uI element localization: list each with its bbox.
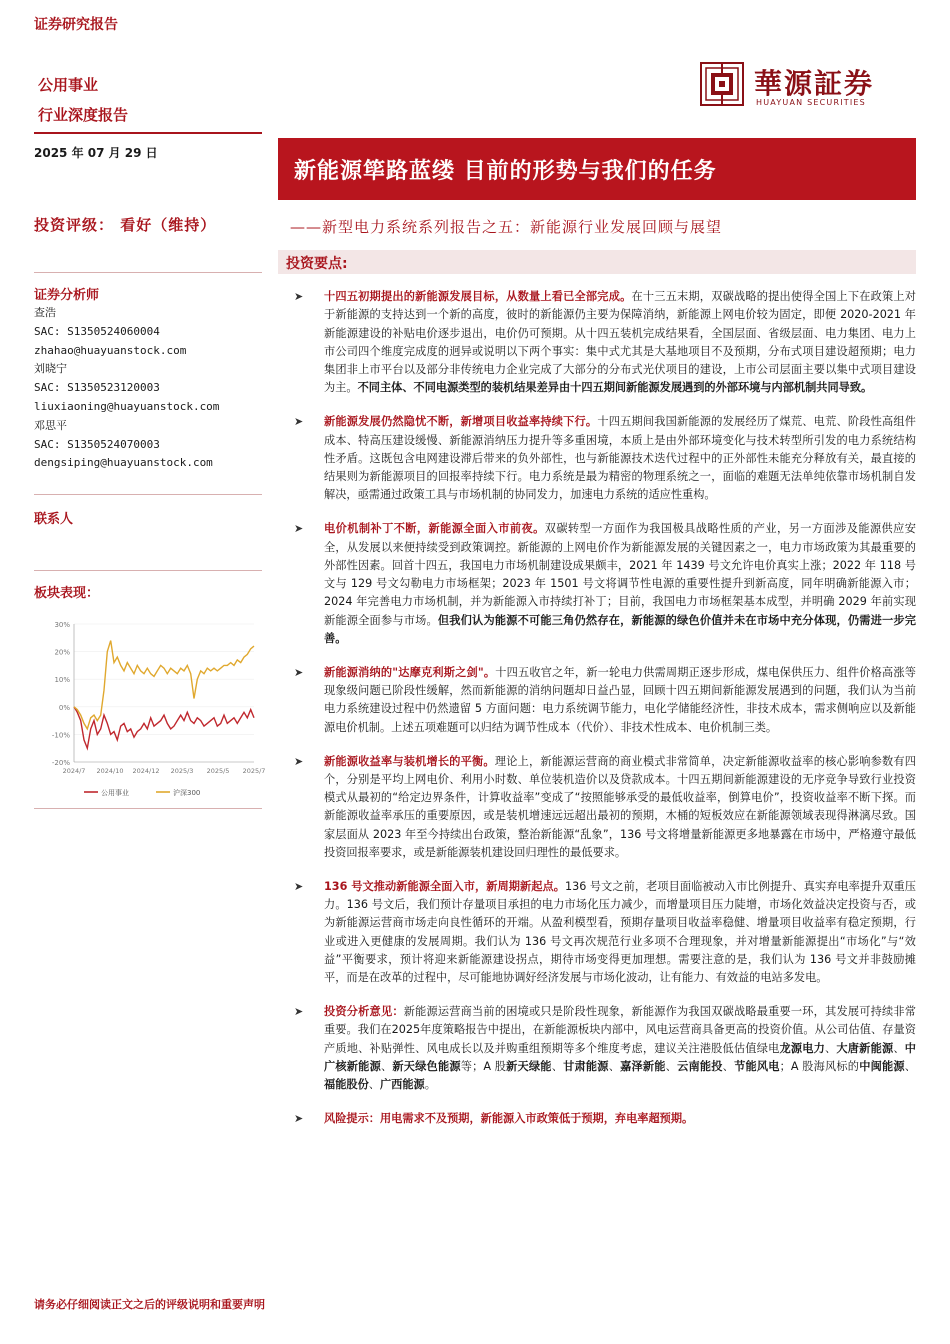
separator-text: 、 <box>904 1059 916 1073</box>
point-lead: 十四五初期提出的新能源发展目标，从数量上看已全部完成。 <box>324 290 632 303</box>
point-body: 136 号文之前，老项目面临被动入市比例提升、真实弃电率提升双重压力。136 号文后，我们预计存量项目承担的电力市场化压力减少，而增量项目压力陡增，市场化效益决定投资与否，或为新能源运营商市场走向良性循环的开端。从盈利模型看，预期存量项目收益率稳健、增量项目收益率有稳定预期，行业或进入更健康的发展周期。我们认为 136 号文再次规范行业多项不合理现象，并对增量新能源提出“市场化”与“效益”平衡要求，预计将迎来新能源建设拐点，期待市场变得更加理想。需要注意的是，我们认为 136 号文并非鼓励摊平，而是在改革的过程中，尽可能地协调好经济发展与市场化波动，让有能力、有效益的电站多发电。 <box>324 879 916 985</box>
risk-warning: 风险提示：用电需求不及预期，新能源入市政策低于预期，弃电率超预期。 <box>324 1112 694 1126</box>
separator-text: ；A 股海风标的 <box>779 1059 860 1073</box>
analyst-line: SAC: S1350524060004 <box>34 324 160 338</box>
stock-name: 龙源电力 <box>779 1041 826 1055</box>
analyst-list <box>34 304 219 473</box>
y-tick-label: -20% <box>51 759 70 767</box>
divider <box>34 570 262 571</box>
point-body: 理论上，新能源运营商的商业模式非常简单，决定新能源收益率的核心影响参数有四个，分别是平均上网电价、利用小时数、单位装机造价以及贷款成本。十四五期间新能源建设的无序竞争导致行业投资模式从最初的“给定边界条件，计算收益率”变成了“按照能够承受的最低收益率，倒算电价”，投资收益率不断下探。而新能源收益率承压的重要原因，或是装机增速远远超出最初的预期，木桶的短板效应在新能源领域表现得淋漓尽致。国家层面从 2023 年至今持续出台政策，整治新能源“乱象”，136 号文将增量新能源更多地暴露在市场中，严格遵守最低投资回报率要求，或是新能源装机建设回归理性的最低要求。 <box>324 754 916 860</box>
key-point <box>294 1003 916 1094</box>
stock-name: 大唐新能源 <box>836 1041 894 1055</box>
point-body: 在十三五末期，双碳战略的提出使得全国上下在政策上对于新能源的支持达到一个新的高度，彼时的新能源仍主要为保障消纳，新能源上网电价较为固定，即便 2020-2021 年新能源建设的补贴电价逐步退出，电价仍可预期。从十四五装机完成结果看，全国层面、省级层面、电力集团、电力上市公司四个维度完成度的迥异或说明以下两个事实：集中式尤其是大基地项目不及预期，分布式项目建设超预期；电力集团非上市平台以及部分非传统电力企业完成了大部分的分布式光伏项目的建设，上市公司层面主要以集中式项目建设为主。 <box>324 290 916 395</box>
y-tick-label: 10% <box>54 676 70 685</box>
x-tick-label: 2025/3 <box>170 767 194 775</box>
arrow-bullet-icon: ➤ <box>294 1005 304 1019</box>
company-logo <box>700 62 910 114</box>
point-body: 双碳转型一方面作为我国极具战略性质的产业，另一方面涉及能源供应安全，从发展以来便持续受到政策调控。新能源的上网电价作为新能源发展的关键因素之一，电力市场政策为其最重要的外部性因素。回首十四五，我国电力市场机制建设成果颇丰，2021 年 1439 号文允许电价真实上涨；2022 年 118 号文与 129 号文勾勒电力市场框架；2023 年 1501 号文将调节性电源的重要性提升到新高度，同年明确新能源入市；2024 年完善电力市场机制，并为新能源入市持续打补丁；目前，我国电力市场框架基本成型，并明确 2029 年前实现新能源全面参与市场。 <box>324 522 916 627</box>
divider <box>34 494 262 495</box>
point-conclusion: 不同主体、不同电源类型的装机结果差异由十四五期间新能源发展遇到的外部环境与内部机制共同导致。 <box>357 381 873 395</box>
x-tick-label: 2025/7 <box>242 767 266 775</box>
logo-name-en: HUAYUAN SECURITIES <box>756 98 866 107</box>
title-banner <box>278 138 916 200</box>
analyst-line: SAC: S1350524070003 <box>34 437 160 451</box>
point-lead: 136 号文推动新能源全面入市，新周期新起点。 <box>324 879 565 893</box>
stock-name: 新天绿能 <box>506 1059 552 1073</box>
key-point <box>294 520 916 648</box>
key-point <box>294 1110 916 1128</box>
report-subtitle: ——新型电力系统系列报告之五：新能源行业发展回顾与展望 <box>290 218 723 236</box>
report-type: 证券研究报告 <box>34 17 118 33</box>
arrow-bullet-icon: ➤ <box>294 522 304 536</box>
point-lead: 新能源收益率与装机增长的平衡。 <box>324 754 495 768</box>
arrow-bullet-icon: ➤ <box>294 415 304 429</box>
x-tick-label: 2024/10 <box>96 767 124 775</box>
separator-text: 、 <box>368 1078 380 1092</box>
report-date: 2025 年 07 月 29 日 <box>34 146 158 160</box>
point-lead: 投资分析意见： <box>324 1005 404 1019</box>
arrow-bullet-icon: ➤ <box>294 290 304 303</box>
point-body: 新能源运营商当前的困境或只是阶段性现象，新能源作为我国双碳战略最重要一环，其发展可持续非常重要。我们在2025年度策略报告中提出，在新能源板块内部中，风电运营商具备更高的投资价值。从公司估值、存量资产质地、补贴弹性、风电成长以及并购重组预期等多个维度考虑，建议关注港股低估值绿电 <box>324 1005 916 1055</box>
divider <box>34 272 262 273</box>
analyst-line: liuxiaoning@huayuanstock.com <box>34 399 220 413</box>
key-point <box>294 413 916 504</box>
key-point <box>294 753 916 863</box>
x-tick-label: 2024/7 <box>62 767 86 775</box>
x-tick-label: 2024/12 <box>132 767 160 775</box>
investment-rating: 投资评级： 看好（维持） <box>34 216 217 234</box>
separator-text: 、 <box>722 1059 735 1073</box>
y-tick-label: 20% <box>54 648 70 657</box>
divider <box>34 132 262 134</box>
category-report: 行业深度报告 <box>38 106 129 124</box>
point-lead: 电价机制补丁不断，新能源全面入市前夜。 <box>324 522 545 536</box>
stock-name: 嘉泽新能 <box>620 1059 666 1073</box>
analyst-line: 刘晓宁 <box>34 362 67 376</box>
legend-label: 沪深300 <box>173 789 201 797</box>
legend-label: 公用事业 <box>101 789 129 797</box>
separator-text: 、 <box>893 1041 905 1055</box>
disclaimer-footer: 请务必仔细阅读正文之后的评级说明和重要声明 <box>34 1298 265 1311</box>
analyst-line: 查浩 <box>34 306 56 319</box>
divider <box>34 808 262 809</box>
report-title: 新能源筚路蓝缕 目前的形势与我们的任务 <box>294 158 717 184</box>
point-lead: 新能源发展仍然隐忧不断，新增项目收益率持续下行。 <box>324 415 598 429</box>
key-point <box>294 878 916 988</box>
contact-heading: 联系人 <box>34 512 74 527</box>
analyst-heading: 证券分析师 <box>34 288 100 303</box>
point-lead: 新能源消纳的"达摩克利斯之剑"。 <box>324 665 496 679</box>
separator-text: 、 <box>665 1059 678 1073</box>
stock-name: 福能股份 <box>324 1078 369 1092</box>
key-point <box>294 664 916 737</box>
stock-name: 中广核新能源 <box>324 1041 916 1073</box>
logo-mark-icon <box>700 62 744 106</box>
point-body: 十四五收官之年，新一轮电力供需周期正逐步形成，煤电保供压力、组件价格高涨等现象级问题已阶段性缓解，然而新能源的消纳问题却日益凸显，回顾十四五期间新能源发展遇到的问题，我们认为当前电力系统建设过程中仍然遗留 5 方面问题：电力系统调节能力，电化学储能经济性，非技术成本，需求侧响应以及新能源电价机制。上述五项难题可以归结为调节性成本（代价）、非技术性成本、电价机制三类。 <box>324 665 916 734</box>
stock-name: 广西能源 <box>379 1078 425 1092</box>
arrow-bullet-icon: ➤ <box>294 754 304 768</box>
key-points-bar <box>278 250 916 274</box>
analyst-line: dengsiping@huayuanstock.com <box>34 456 213 470</box>
y-tick-label: -10% <box>51 731 70 740</box>
category-industry: 公用事业 <box>38 76 99 94</box>
y-tick-label: 0% <box>58 703 70 712</box>
separator-text: 、 <box>825 1041 837 1055</box>
analyst-line: 邓思平 <box>34 418 67 432</box>
separator-text: 等；A 股 <box>460 1059 507 1073</box>
separator-text: 、 <box>380 1059 393 1073</box>
point-conclusion: 但我们认为能源不可能三角仍然存在，新能源的绿色价值并未在市场中充分体现，仍需进一步完善。 <box>324 613 916 646</box>
separator-text: 。 <box>424 1078 436 1092</box>
y-tick-label: 30% <box>54 621 70 629</box>
separator-text: 、 <box>608 1059 621 1073</box>
point-body: 十四五期间我国新能源的发展经历了煤荒、电荒、阶段性高组件成本、特高压建设缓慢、新能源消纳压力提升等多重困境，本质上是由外部环境变化与技术转型所引发的电力系统结构性矛盾。这既包含电网建设滞后带来的负外部性，也与新能源技术迭代过程中的正外部性未能充分释放有关，最直接的结果则为新能源项目的回报率持续下行。电力系统是最为精密的物理系统之一，面临的难题无法单纯依靠市场机制自发解决，亟需通过政策工具与市场机制的协同发力，加速电力系统的适应性重构。 <box>324 415 916 502</box>
stock-name: 云南能投 <box>677 1059 723 1073</box>
arrow-bullet-icon: ➤ <box>294 665 304 679</box>
stock-name: 新天绿色能源 <box>392 1059 461 1073</box>
analyst-line: zhahao@huayuanstock.com <box>34 343 187 357</box>
stock-name: 甘肃能源 <box>563 1059 609 1073</box>
logo-name-cn: 華源証券 <box>754 67 875 100</box>
key-points-label: 投资要点: <box>286 256 348 272</box>
stock-name: 节能风电 <box>734 1059 780 1073</box>
analyst-line: SAC: S1350523120003 <box>34 381 160 395</box>
key-points-list <box>294 288 916 1144</box>
performance-chart <box>34 612 266 802</box>
performance-heading: 板块表现： <box>34 586 100 601</box>
stock-name: 中闽能源 <box>859 1059 905 1073</box>
x-tick-label: 2025/5 <box>206 767 230 775</box>
key-point <box>294 288 916 398</box>
arrow-bullet-icon: ➤ <box>294 879 304 893</box>
arrow-bullet-icon: ➤ <box>294 1112 304 1126</box>
separator-text: 、 <box>551 1059 564 1073</box>
